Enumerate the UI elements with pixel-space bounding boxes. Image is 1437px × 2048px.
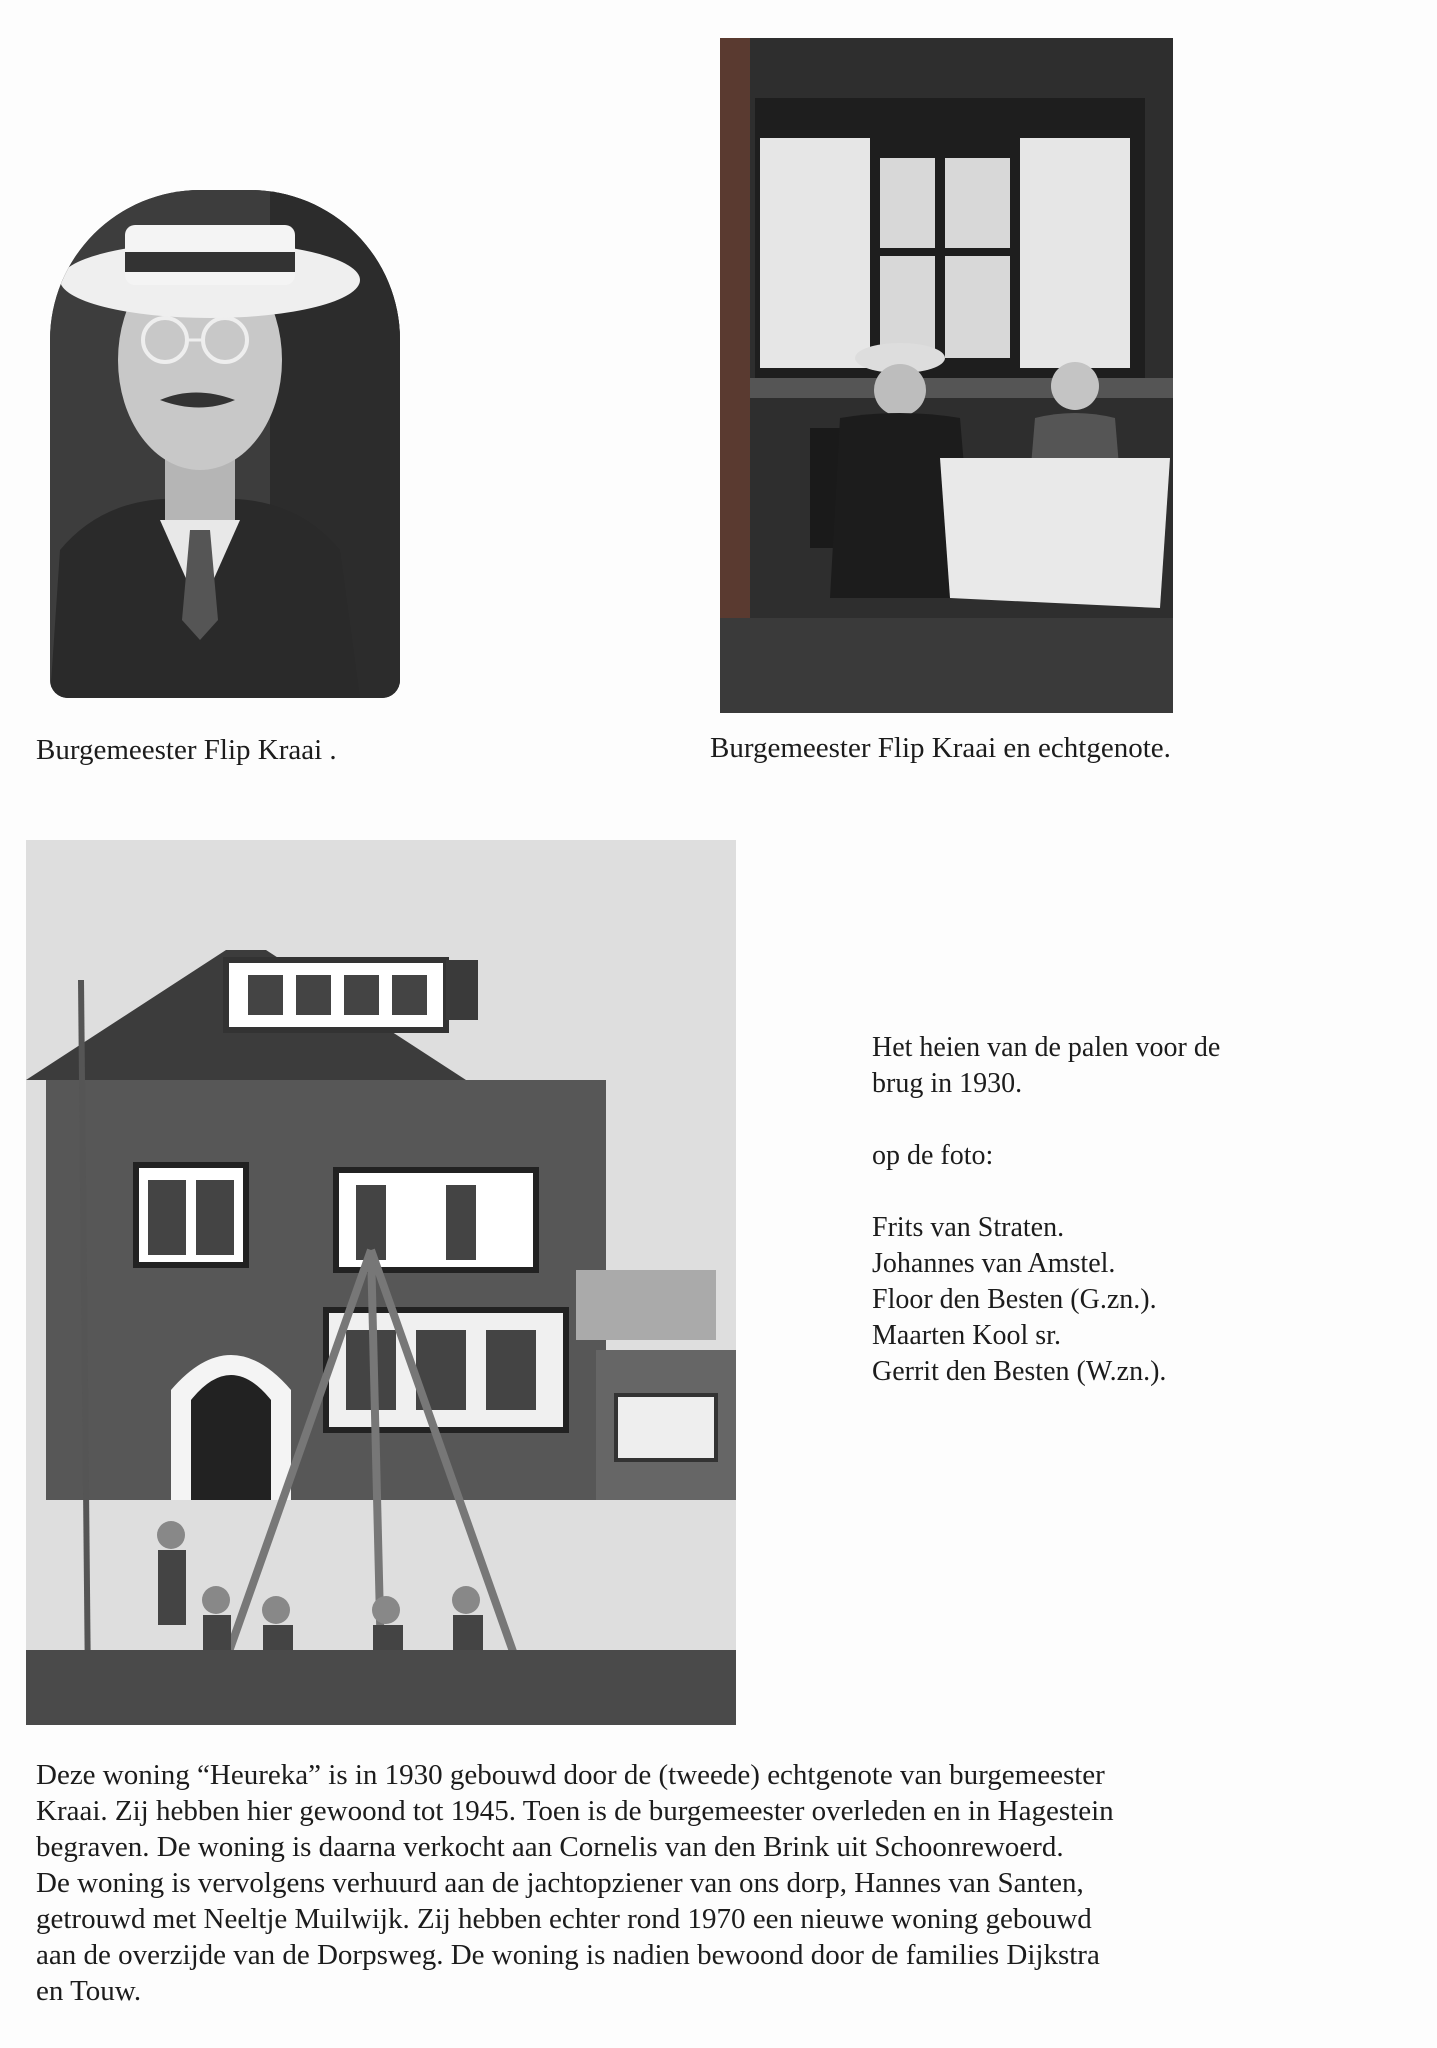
body-line: De woning is vervolgens verhuurd aan de jachtopziener van ons dorp, Hannes van Santen, xyxy=(36,1867,1084,1899)
body-line: begraven. De woning is daarna verkocht aan Cornelis van den Brink uit Schoonrewoerd. xyxy=(36,1831,1064,1863)
portrait-photo xyxy=(50,190,400,698)
portrait-caption: Burgemeester Flip Kraai . xyxy=(36,734,337,766)
photo-description xyxy=(872,1030,1220,1390)
people-label: op de foto: xyxy=(872,1140,994,1171)
body-line: Deze woning “Heureka” is in 1930 gebouwd door de (tweede) echtgenote van burgemeester xyxy=(36,1759,1105,1791)
body-line: en Touw. xyxy=(36,1975,142,2007)
body-line: Kraai. Zij hebben hier gewoond tot 1945. Toen is de burgemeester overleden en in Hagestein xyxy=(36,1795,1114,1827)
person-item: Gerrit den Besten (W.zn.). xyxy=(872,1356,1167,1387)
couple-photo xyxy=(720,38,1173,713)
body-paragraph xyxy=(36,1757,1366,2009)
couple-caption: Burgemeester Flip Kraai en echtgenote. xyxy=(710,732,1171,764)
house-photo xyxy=(26,840,736,1725)
body-line: aan de overzijde van de Dorpsweg. De woning is nadien bewoond door de families Dijkstra xyxy=(36,1939,1100,1971)
person-item: Floor den Besten (G.zn.). xyxy=(872,1284,1157,1315)
person-item: Maarten Kool sr. xyxy=(872,1320,1061,1351)
description-line-1: Het heien van de palen voor de xyxy=(872,1032,1221,1063)
person-item: Frits van Straten. xyxy=(872,1212,1065,1243)
description-line-2: brug in 1930. xyxy=(872,1068,1023,1099)
body-line: getrouwd met Neeltje Muilwijk. Zij hebben echter rond 1970 een nieuwe woning gebouwd xyxy=(36,1903,1092,1935)
person-item: Johannes van Amstel. xyxy=(872,1248,1116,1279)
